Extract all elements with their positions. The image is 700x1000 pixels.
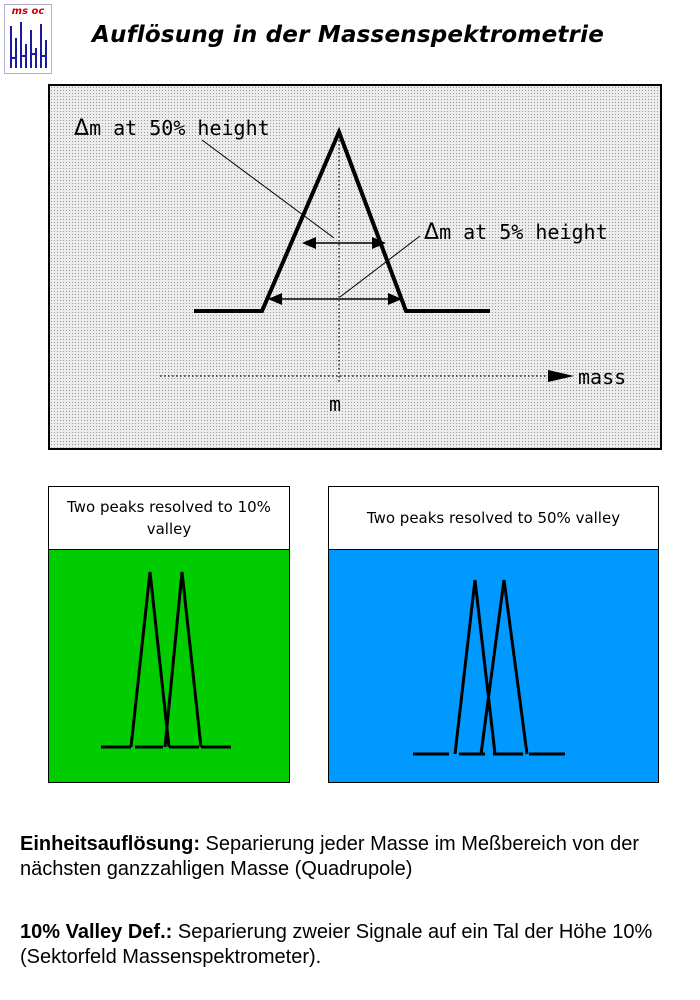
note-unit-resolution (20, 832, 690, 882)
label-delta-m-5: Δm at 5% height (424, 220, 608, 245)
panel-10-percent-valley (48, 486, 290, 783)
note-10-valley (20, 920, 690, 970)
panel-heading: Two peaks resolved to 50% valley (329, 487, 658, 550)
peak-mass-label: m (329, 392, 342, 416)
panel-heading: Two peaks resolved to 10% valley (49, 487, 289, 550)
logo-text: ms oc (11, 6, 45, 17)
logo-bars-icon (7, 18, 51, 72)
panel-plot (329, 550, 658, 782)
note-text: Separierung jeder Masse im Meßbereich von der nächsten ganzzahligen Masse (Quadrupole) (20, 833, 640, 880)
arrowhead-left-icon (302, 237, 316, 249)
logo (4, 4, 52, 74)
resolution-diagram (48, 84, 662, 450)
note-term: 10% Valley Def.: (20, 921, 173, 943)
note-text: Separierung zweier Signale auf ein Tal der Höhe 10% (Sektorfeld Massenspektrometer). (20, 921, 653, 968)
mass-axis-arrow-icon (548, 370, 574, 382)
mass-axis-label: mass (578, 365, 627, 389)
note-term: Einheitsauflösung: (20, 833, 200, 855)
panel-plot (49, 550, 289, 782)
panel-50-percent-valley (328, 486, 659, 783)
two-peaks-50-valley-svg (329, 550, 659, 783)
two-peaks-10-valley-svg (49, 550, 290, 783)
page-title: Auflösung in der Massenspektrometrie (92, 22, 604, 48)
label-delta-m-50: Δm at 50% height (74, 116, 270, 141)
